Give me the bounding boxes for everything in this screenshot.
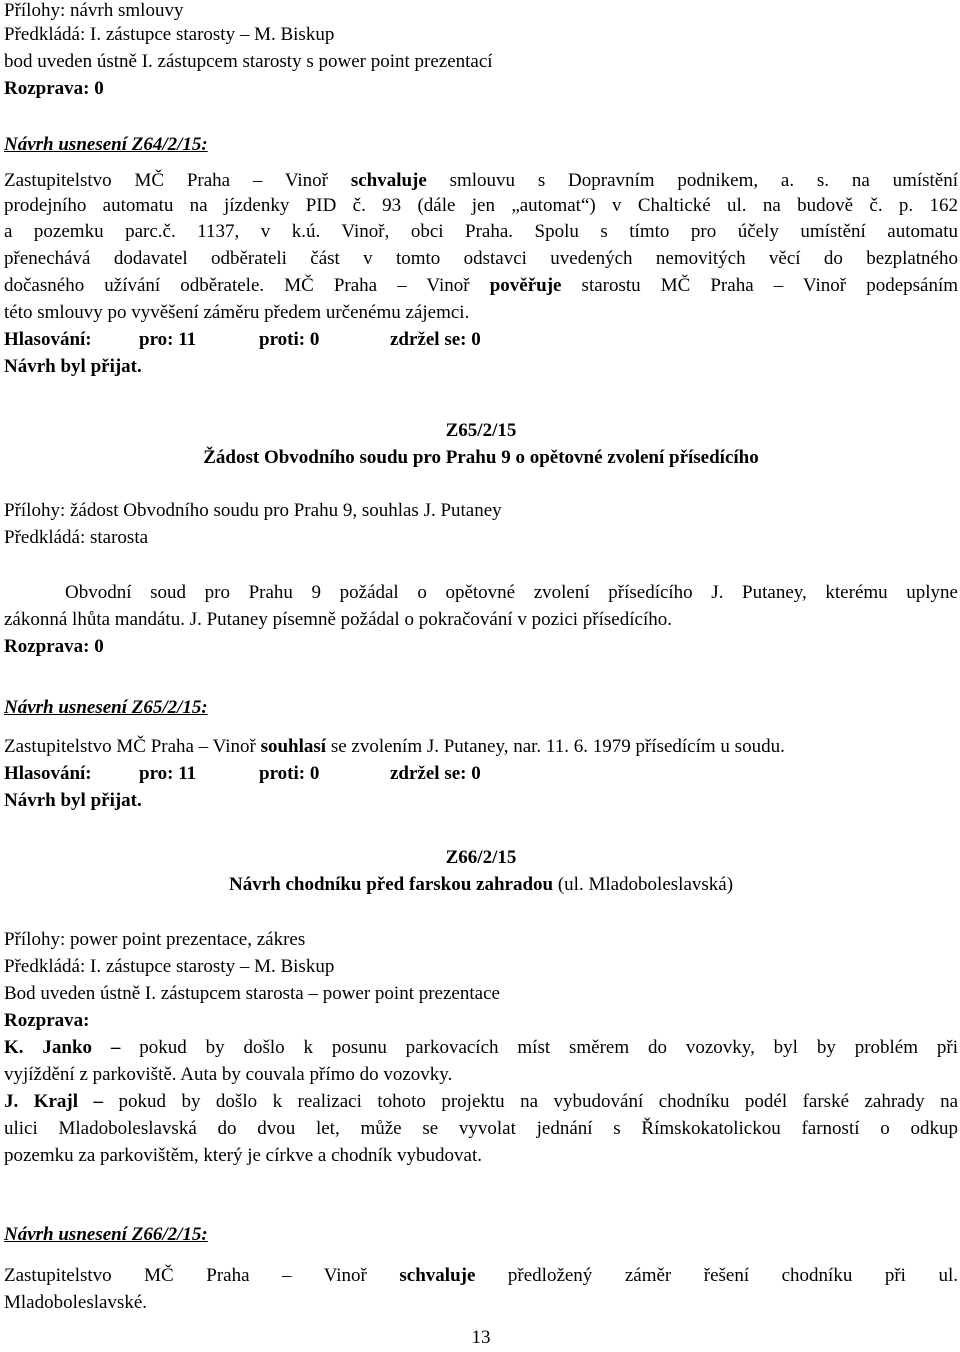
discussion-line: Rozprava: — [4, 1010, 90, 1031]
vote-result: Návrh byl přijat. — [4, 790, 142, 811]
resolution-proposal-heading: Návrh usnesení Z64/2/15: — [4, 134, 208, 155]
body-text-line: zákonná lhůta mandátu. J. Putaney písemně požádal o pokračování v pozici přísedícího. — [4, 609, 672, 630]
resolution-text-line: Mladoboleslavské. — [4, 1292, 148, 1313]
attachments-line: Přílohy: žádost Obvodního soudu pro Prahu 9, souhlas J. Putaney — [4, 500, 502, 521]
discussion-entry-line: K. Janko – pokud by došlo k posunu parkovacích míst směrem do vozovky, byl by problém při — [4, 1037, 958, 1058]
agenda-item-number: Z66/2/15 — [445, 847, 517, 868]
discussion-line: Rozprava: 0 — [4, 636, 104, 657]
discussion-line: Rozprava: 0 — [4, 78, 104, 99]
agenda-item-title: Žádost Obvodního soudu pro Prahu 9 o opětovné zvolení přísedícího — [203, 447, 759, 468]
resolution-text-line: této smlouvy po vyvěšení záměru předem určenému zájemci. — [4, 302, 470, 323]
resolution-text-line: dočasného užívání odběratele. MČ Praha – Vinoř pověřuje starostu MČ Praha – Vinoř podepsáním — [4, 275, 959, 296]
presenter-line: Předkládá: starosta — [4, 527, 149, 548]
resolution-proposal-heading: Návrh usnesení Z66/2/15: — [4, 1224, 208, 1245]
vote-line: Hlasování: pro: 11 proti: 0 zdržel se: 0 — [4, 329, 481, 350]
vote-line: Hlasování: pro: 11 proti: 0 zdržel se: 0 — [4, 763, 481, 784]
attachments-line: Přílohy: návrh smlouvy — [4, 0, 184, 21]
resolution-text-line: Zastupitelstvo MČ Praha – Vinoř schvaluje smlouvu s Dopravním podnikem, a. s. na umístění — [4, 170, 959, 191]
body-text-line: Obvodní soud pro Prahu 9 požádal o opětovné zvolení přísedícího J. Putaney, kterému uplyne — [65, 582, 958, 603]
presenter-line: Předkládá: I. zástupce starosty – M. Biskup — [4, 956, 335, 977]
vote-result: Návrh byl přijat. — [4, 356, 142, 377]
page-number: 13 — [471, 1327, 491, 1348]
resolution-text-line: Zastupitelstvo MČ Praha – Vinoř souhlasí se zvolením J. Putaney, nar. 11. 6. 1979 přísedícím u soudu. — [4, 736, 785, 757]
agenda-item-number: Z65/2/15 — [445, 420, 517, 441]
discussion-entry-line: vyjíždění z parkoviště. Auta by couvala přímo do vozovky. — [4, 1064, 453, 1085]
attachments-line: Přílohy: power point prezentace, zákres — [4, 929, 306, 950]
resolution-text-line: Zastupitelstvo MČ Praha – Vinoř schvaluje předložený záměr řešení chodníku při ul. — [4, 1265, 958, 1286]
discussion-entry-line: pozemku za parkovištěm, který je církve a chodník vybudovat. — [4, 1145, 483, 1166]
item-introduced-line: bod uveden ústně I. zástupcem starosty s power point prezentací — [4, 51, 493, 72]
discussion-entry-line: J. Krajl – pokud by došlo k realizaci tohoto projektu na vybudování chodníku podél farské zahrady na — [4, 1091, 958, 1112]
resolution-text-line: přenechává dodavatel odběrateli část v tomto odstavci uvedených nemovitých věcí do bezplatného — [4, 248, 958, 269]
resolution-text-line: a pozemku parc.č. 1137, v k.ú. Vinoř, obci Praha. Spolu s tímto pro účely umístění automatu — [4, 221, 958, 242]
discussion-entry-line: ulici Mladoboleslavská do dvou let, může se vyvolat jednání s Římskokatolickou farností o odkup — [4, 1118, 958, 1139]
resolution-proposal-heading: Návrh usnesení Z65/2/15: — [4, 697, 208, 718]
presenter-line: Předkládá: I. zástupce starosty – M. Biskup — [4, 24, 335, 45]
resolution-text-line: prodejního automatu na jízdenky PID č. 93 (dále jen „automat“) v Chaltické ul. na budově č. p. 162 — [4, 195, 958, 216]
agenda-item-title: Návrh chodníku před farskou zahradou (ul. Mladoboleslavská) — [228, 874, 734, 895]
item-introduced-line: Bod uveden ústně I. zástupcem starosta – power point prezentace — [4, 983, 500, 1004]
